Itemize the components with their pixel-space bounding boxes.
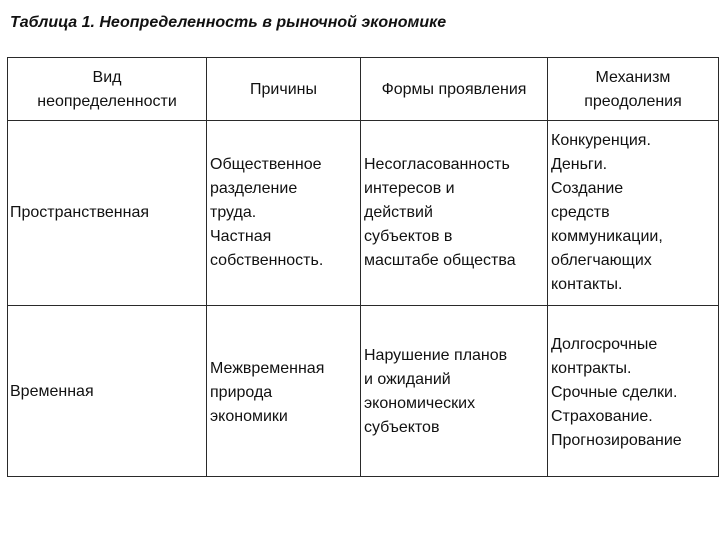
header-divider bbox=[7, 120, 719, 121]
row2-mechanism: Долгосрочные контракты. Срочные сделки. Страхование. Прогнозирование bbox=[551, 336, 682, 449]
table-border-left bbox=[7, 57, 8, 477]
row2-causes: Межвременная природа экономики bbox=[210, 360, 325, 425]
table-border-top bbox=[7, 57, 719, 58]
row1-forms: Несогласованность интересов и действий субъектов в масштабе общества bbox=[364, 156, 516, 269]
col-divider-2 bbox=[360, 57, 361, 477]
table-border-right bbox=[718, 57, 719, 477]
row1-mechanism: Конкуренция. Деньги. Создание средств коммуникации, облегчающих контакты. bbox=[551, 132, 663, 293]
row1-causes: Общественное разделение труда. Частная собственность. bbox=[210, 156, 324, 269]
header-mechanism: Механизм преодоления bbox=[584, 69, 682, 110]
row-divider bbox=[7, 305, 719, 306]
header-causes: Причины bbox=[250, 81, 317, 98]
header-type: Вид неопределенности bbox=[37, 69, 177, 110]
col-divider-1 bbox=[206, 57, 207, 477]
table-title: Таблица 1. Неопределенность в рыночной экономике bbox=[10, 14, 447, 31]
table-border-bottom bbox=[7, 476, 719, 477]
row2-type: Временная bbox=[10, 383, 94, 400]
row2-forms: Нарушение планов и ожиданий экономических субъектов bbox=[364, 347, 508, 436]
header-forms: Формы проявления bbox=[381, 81, 527, 98]
row1-type: Пространственная bbox=[10, 204, 150, 221]
